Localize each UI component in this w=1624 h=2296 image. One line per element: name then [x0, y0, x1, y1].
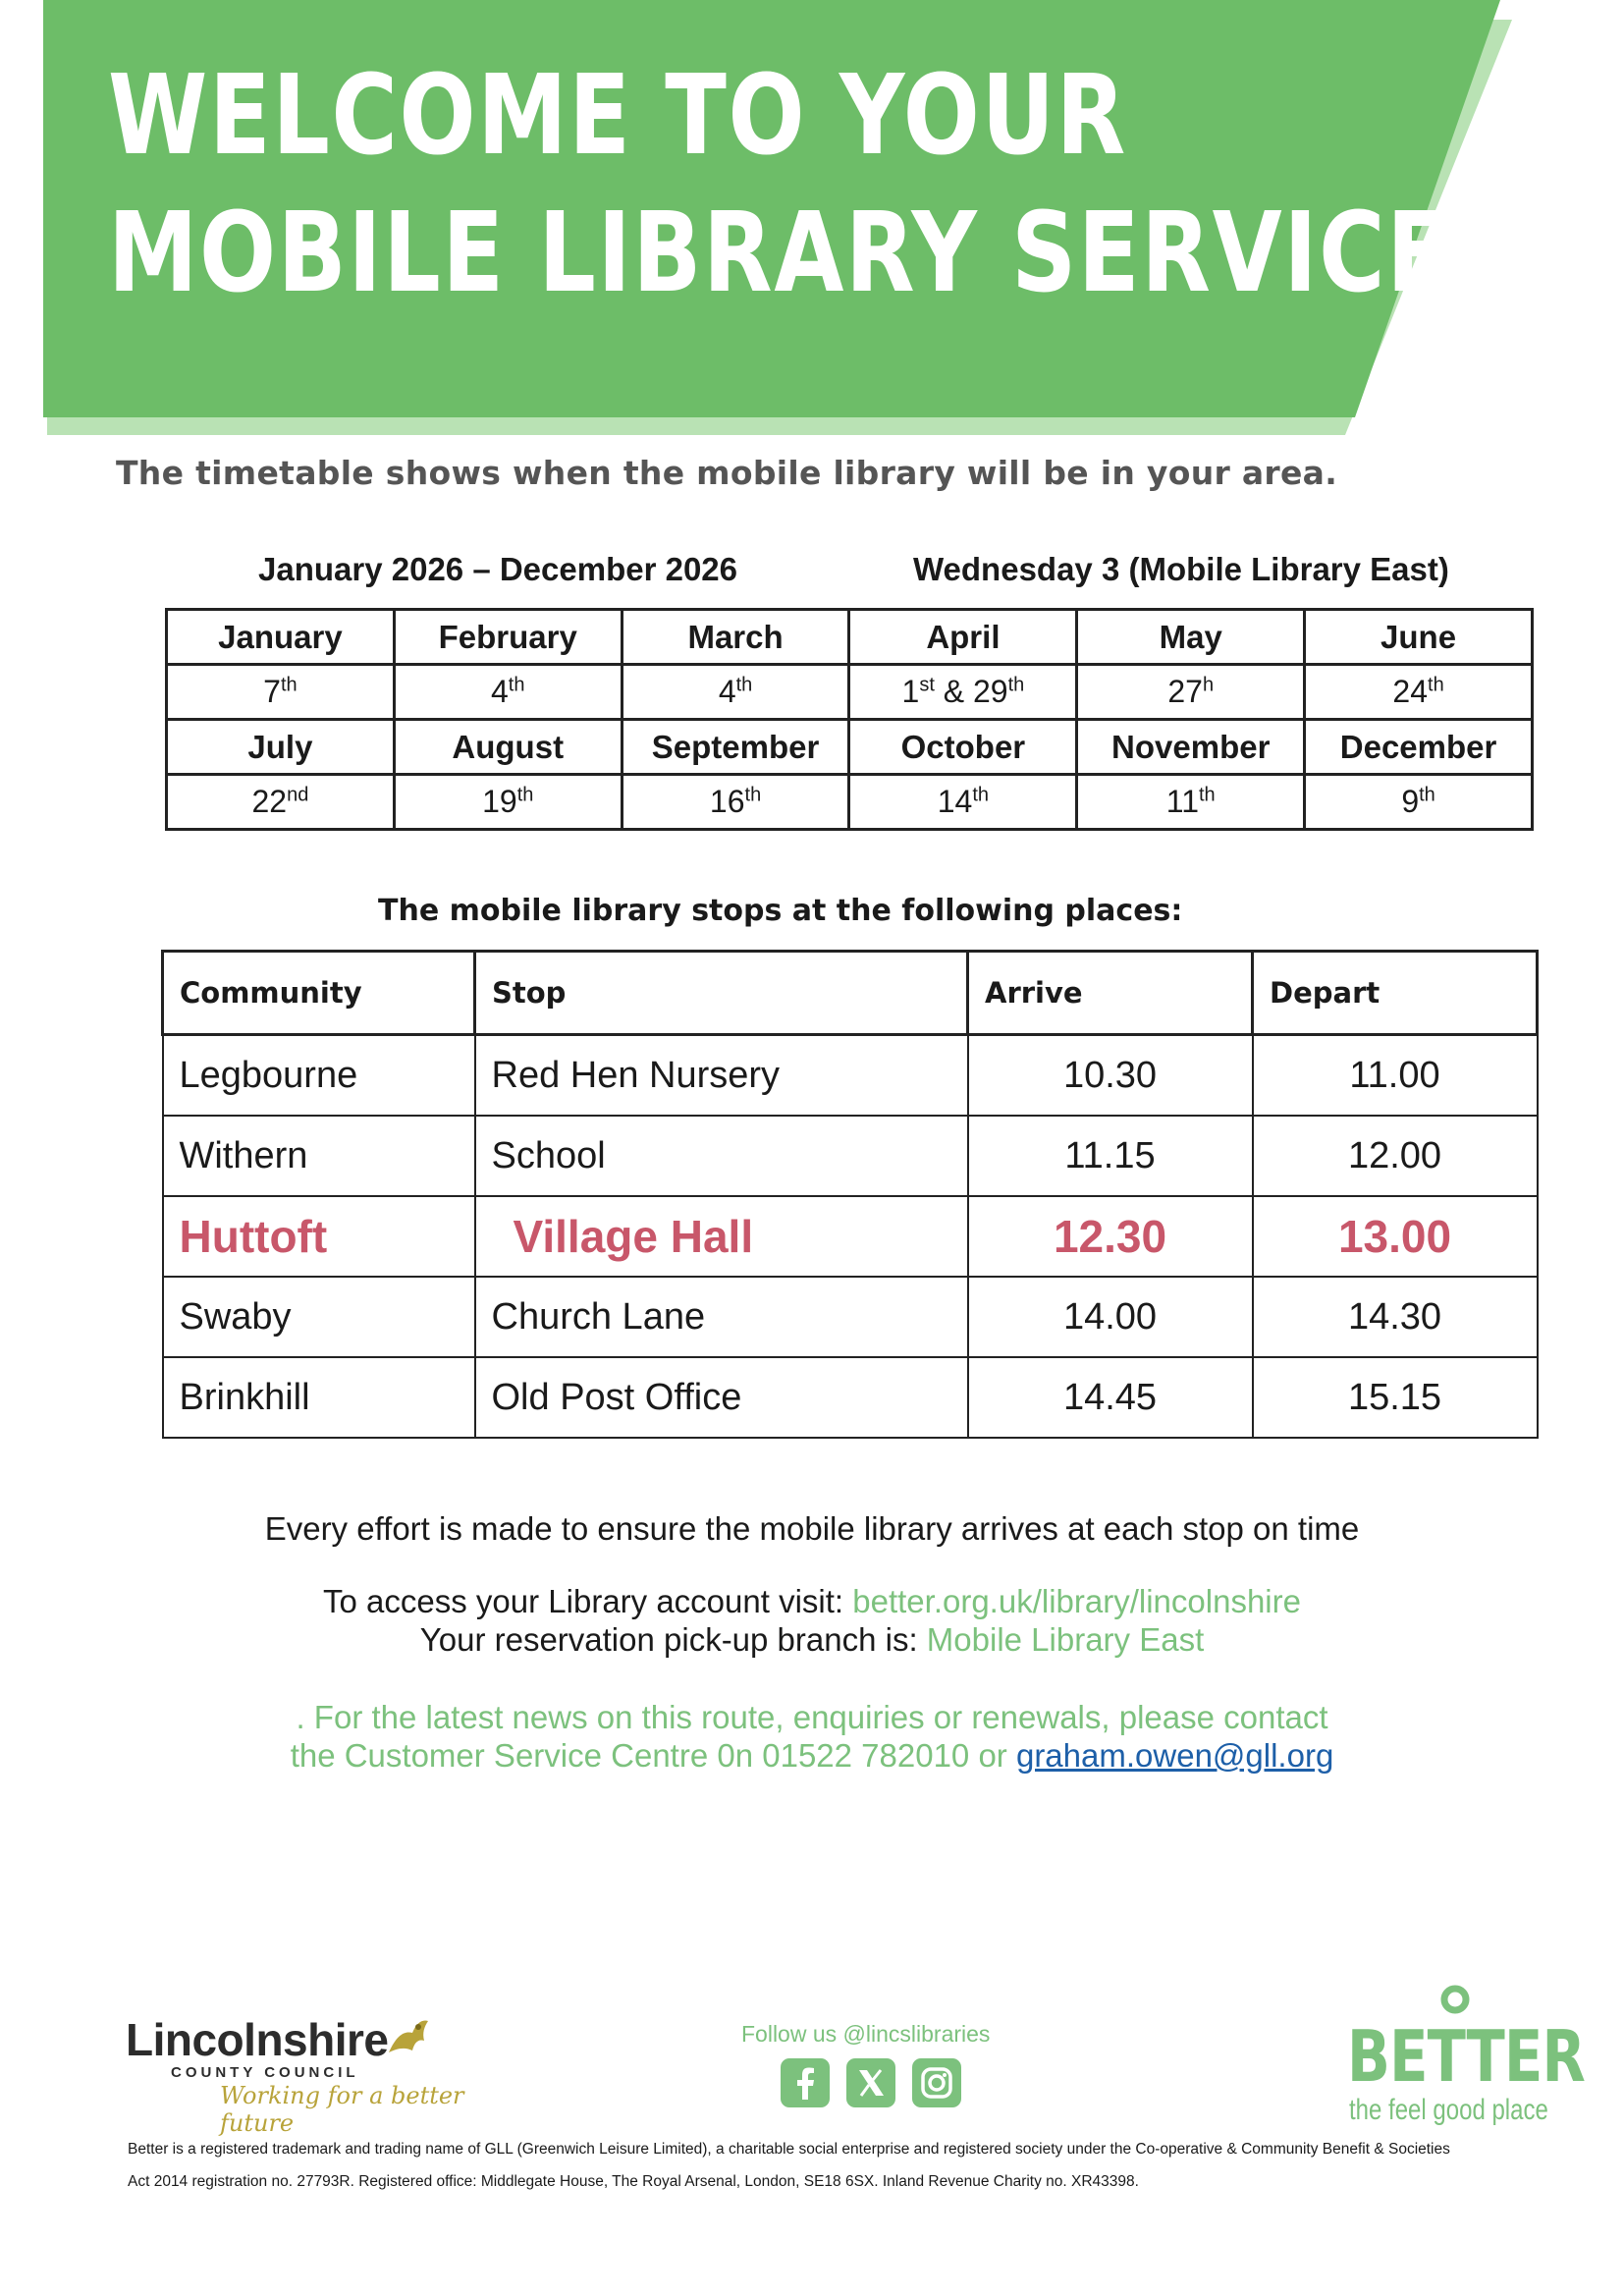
lincolnshire-county-council-logo: [126, 2013, 479, 2137]
lcc-subtitle: COUNTY COUNCIL: [171, 2064, 359, 2081]
month-name: June: [1305, 610, 1533, 665]
date-suffix: th: [508, 674, 525, 696]
community-cell: Huttoft: [163, 1196, 475, 1277]
column-header-depart: Depart: [1253, 952, 1538, 1035]
community-cell: Legbourne: [163, 1035, 475, 1117]
depart-cell: 11.00: [1253, 1035, 1538, 1117]
better-tagline: the feel good place: [1349, 2094, 1548, 2126]
month-dates-row: [167, 665, 1533, 720]
stop-cell: Village Hall: [475, 1196, 968, 1277]
better-logo: [1345, 1984, 1586, 2131]
contact-text: the Customer Service Centre 0n 01522 782010 or: [290, 1737, 1016, 1774]
visit-date: [1077, 665, 1305, 720]
title-line-2: MOBILE LIBRARY SERVICE: [108, 190, 1450, 317]
arrive-cell: 11.15: [968, 1116, 1253, 1196]
stop-cell: Red Hen Nursery: [475, 1035, 968, 1117]
month-name: February: [394, 610, 622, 665]
punctuality-note: Every effort is made to ensure the mobile library arrives at each stop on time: [264, 1510, 1360, 1547]
pickup-label: Your reservation pick-up branch is:: [419, 1621, 927, 1658]
column-header-stop: Stop: [475, 952, 968, 1035]
month-names-row: [167, 720, 1533, 775]
community-cell: Swaby: [163, 1277, 475, 1357]
date-suffix: th: [1198, 784, 1216, 806]
lcc-name: Lincolnshire: [126, 2014, 389, 2065]
visit-dates-table: [165, 608, 1534, 831]
pickup-note: [0, 1621, 1624, 1659]
month-name: July: [167, 720, 395, 775]
visit-day: 9: [1401, 784, 1420, 819]
depart-cell: 13.00: [1253, 1196, 1538, 1277]
month-name: December: [1305, 720, 1533, 775]
month-name: January: [167, 610, 395, 665]
contact-note-line-1: . For the latest news on this route, enquiries or renewals, please contact: [296, 1699, 1328, 1735]
pickup-branch: Mobile Library East: [926, 1621, 1205, 1658]
month-name: April: [849, 610, 1077, 665]
visit-day: 14: [937, 784, 973, 819]
stops-header-row: [163, 952, 1538, 1035]
page-title: [108, 47, 1450, 322]
visit-day: 1: [901, 674, 920, 709]
visit-day: 19: [482, 784, 517, 819]
account-note: [0, 1583, 1624, 1620]
instagram-icon[interactable]: [912, 2058, 961, 2107]
account-label: To access your Library account visit:: [323, 1583, 853, 1619]
better-logo-ring-icon: [1435, 1984, 1475, 2019]
table-row: [163, 1277, 1538, 1357]
date-suffix: th: [744, 784, 762, 806]
visit-day-extra: & 29: [934, 674, 1008, 709]
date-suffix: th: [1007, 674, 1025, 696]
contact-note-line-2: [0, 1737, 1624, 1775]
community-cell: Withern: [163, 1116, 475, 1196]
depart-cell: 12.00: [1253, 1116, 1538, 1196]
month-name: March: [622, 610, 849, 665]
visit-date: [1077, 775, 1305, 830]
month-name: November: [1077, 720, 1305, 775]
visit-date: [622, 775, 849, 830]
depart-cell: 14.30: [1253, 1277, 1538, 1357]
visit-day: 22: [251, 784, 288, 819]
stops-heading: The mobile library stops at the following places:: [378, 894, 1183, 928]
date-suffix: th: [1428, 674, 1444, 696]
visit-date: [849, 775, 1077, 830]
arrive-cell: 14.45: [968, 1357, 1253, 1438]
lcc-tagline: Working for a better future: [220, 2082, 464, 2137]
social-links: [781, 2058, 978, 2107]
date-suffix: st: [919, 674, 935, 696]
legal-text: [128, 2133, 1571, 2198]
visit-day: 7: [263, 674, 281, 709]
table-row: [163, 1035, 1538, 1117]
month-name: October: [849, 720, 1077, 775]
month-names-row: [167, 610, 1533, 665]
date-suffix: th: [280, 674, 298, 696]
stop-cell: Old Post Office: [475, 1357, 968, 1438]
contact-email-link[interactable]: graham.owen@gll.org: [1015, 1737, 1334, 1774]
visit-date: [394, 775, 622, 830]
visit-date: [167, 775, 395, 830]
intro-text: The timetable shows when the mobile library will be in your area.: [116, 454, 1338, 492]
facebook-icon[interactable]: [781, 2058, 830, 2107]
table-row: [163, 1357, 1538, 1438]
follow-us-text: Follow us @lincslibraries: [741, 2021, 991, 2047]
route-name: Wednesday 3 (Mobile Library East): [913, 551, 1449, 587]
date-suffix: h: [1202, 674, 1215, 696]
community-cell: Brinkhill: [163, 1357, 475, 1438]
stops-table: [161, 950, 1539, 1439]
visit-date: [849, 665, 1077, 720]
visit-day: 4: [491, 674, 509, 709]
date-suffix: th: [735, 674, 753, 696]
legal-line-2: Act 2014 registration no. 27793R. Registered office: Middlegate House, The Royal Arsenal, London, SE18 6SX. Inland Revenue Charity no. XR43398.: [128, 2173, 1139, 2190]
table-row-highlighted: [163, 1196, 1538, 1277]
visit-date: [622, 665, 849, 720]
depart-cell: 15.15: [1253, 1357, 1538, 1438]
visit-date: [1305, 665, 1533, 720]
visit-day: 11: [1165, 784, 1199, 819]
stop-cell: Church Lane: [475, 1277, 968, 1357]
month-name: August: [394, 720, 622, 775]
visit-date: [1305, 775, 1533, 830]
column-header-community: Community: [163, 952, 475, 1035]
legal-line-1: Better is a registered trademark and trading name of GLL (Greenwich Leisure Limited), a charitable social enterprise and registered society under the Co-operative & Community Benefit & Societies: [128, 2141, 1450, 2158]
date-suffix: th: [516, 784, 534, 806]
visit-date: [167, 665, 395, 720]
visit-day: 27: [1167, 674, 1203, 709]
account-link[interactable]: better.org.uk/library/lincolnshire: [852, 1583, 1301, 1619]
better-wordmark: BETTER: [1347, 2015, 1586, 2098]
visit-day: 24: [1392, 674, 1429, 709]
timetable-period: January 2026 – December 2026: [258, 551, 738, 587]
date-suffix: nd: [287, 784, 309, 806]
visit-date: [394, 665, 622, 720]
arrive-cell: 14.00: [968, 1277, 1253, 1357]
arrive-cell: 10.30: [968, 1035, 1253, 1117]
visit-day: 16: [709, 784, 745, 819]
imp-emblem-icon: [383, 2013, 432, 2062]
arrive-cell: 12.30: [968, 1196, 1253, 1277]
table-row: [163, 1116, 1538, 1196]
month-name: September: [622, 720, 849, 775]
date-suffix: th: [972, 784, 990, 806]
month-dates-row: [167, 775, 1533, 830]
month-name: May: [1077, 610, 1305, 665]
x-icon[interactable]: [846, 2058, 895, 2107]
header-banner: [0, 0, 1624, 442]
title-line-1: WELCOME TO YOUR: [108, 52, 1128, 180]
date-suffix: th: [1419, 784, 1435, 806]
stop-cell: School: [475, 1116, 968, 1196]
column-header-arrive: Arrive: [968, 952, 1253, 1035]
visit-day: 4: [718, 674, 736, 709]
